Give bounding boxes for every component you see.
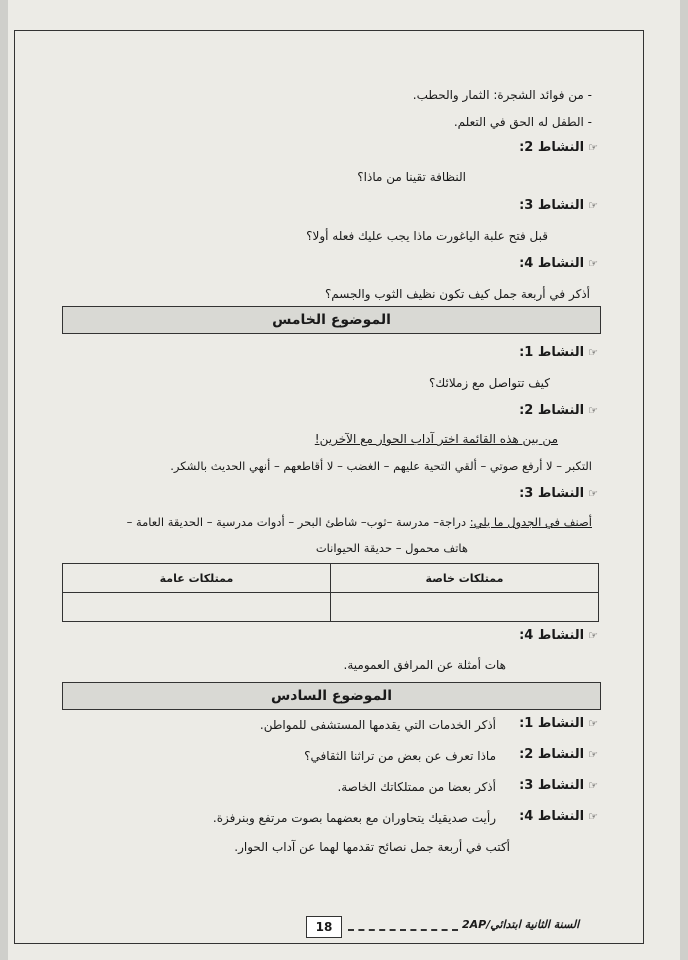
section-title: الموضوع الخامس: [272, 312, 391, 328]
activity-heading: ☞النشاط 2:: [519, 403, 598, 418]
activity-heading: ☞النشاط 2:: [519, 140, 598, 155]
section-title: الموضوع السادس: [270, 688, 393, 704]
question-text: هاتف محمول – حديقة الحيوانات: [315, 541, 468, 555]
section-title-box: [62, 682, 601, 710]
table-cell[interactable]: [63, 593, 331, 622]
activity-heading: ☞النشاط 1:: [519, 716, 598, 731]
question-text: هات أمثلة عن المرافق العمومية.: [343, 658, 506, 672]
activity-heading: ☞النشاط 3:: [519, 778, 598, 793]
page-number: 18: [306, 916, 342, 938]
pointing-hand-icon: ☞: [588, 810, 598, 823]
activity-heading: ☞النشاط 2:: [519, 747, 598, 762]
text-line: - الطفل له الحق في التعلم.: [453, 115, 592, 129]
footer-level-text: السنة الثانية ابتدائي/2AP: [462, 918, 580, 931]
pointing-hand-icon: ☞: [588, 748, 598, 761]
activity-heading: ☞النشاط 3:: [519, 198, 598, 213]
classification-table: [62, 563, 599, 622]
question-text: أذكر في أربعة جمل كيف تكون نظيف الثوب والجسم؟: [324, 287, 590, 301]
activity-heading: ☞النشاط 4:: [519, 628, 598, 643]
page-footer: [290, 912, 590, 942]
word-list: التكبر – لا أرفع صوتي – ألقي التحية عليهم – الغضب – لا أقاطعهم – أنهي الحديث بالشكر.: [170, 459, 592, 473]
activity-heading: ☞النشاط 4:: [519, 256, 598, 271]
question-text: ماذا تعرف عن بعض من تراثنا الثقافي؟: [304, 749, 496, 763]
question-text: قبل فتح علبة الياغورت ماذا يجب عليك فعله أولا؟: [306, 229, 548, 243]
pointing-hand-icon: ☞: [588, 257, 598, 270]
table-header-private: ممتلكات خاصة: [331, 564, 599, 593]
footer-dashes: [348, 929, 458, 931]
pointing-hand-icon: ☞: [588, 346, 598, 359]
pointing-hand-icon: ☞: [588, 487, 598, 500]
section-title-box: [62, 306, 601, 334]
question-text: أصنف في الجدول ما يلي: دراجة– مدرسة –ثوب– شاطئ البحر – أدوات مدرسية – الحديقة العامة –: [126, 515, 592, 529]
table-cell[interactable]: [331, 593, 599, 622]
table-header-public: ممتلكات عامة: [63, 564, 331, 593]
pointing-hand-icon: ☞: [588, 779, 598, 792]
question-text: أذكر الخدمات التي يقدمها المستشفى للمواطن.: [259, 718, 496, 732]
activity-heading: ☞النشاط 1:: [519, 345, 598, 360]
text-line: - من فوائد الشجرة: الثمار والحطب.: [412, 88, 592, 102]
question-text: رأيت صديقيك يتحاوران مع بعضهما بصوت مرتفع وبنرفزة.: [212, 811, 496, 825]
activity-heading: ☞النشاط 3:: [519, 486, 598, 501]
activity-heading: ☞النشاط 4:: [519, 809, 598, 824]
question-text: أذكر بعضا من ممتلكاتك الخاصة.: [337, 780, 496, 794]
question-text: من بين هذه القائمة اختر آداب الحوار مع الآخرين!: [314, 432, 558, 446]
pointing-hand-icon: ☞: [588, 629, 598, 642]
pointing-hand-icon: ☞: [588, 199, 598, 212]
question-text: كيف تتواصل مع زملائك؟: [429, 376, 550, 390]
pointing-hand-icon: ☞: [588, 404, 598, 417]
question-text: النظافة تقينا من ماذا؟: [357, 170, 466, 184]
pointing-hand-icon: ☞: [588, 141, 598, 154]
pointing-hand-icon: ☞: [588, 717, 598, 730]
question-text: أكتب في أربعة جمل نصائح تقدمها لهما عن آداب الحوار.: [234, 840, 510, 854]
